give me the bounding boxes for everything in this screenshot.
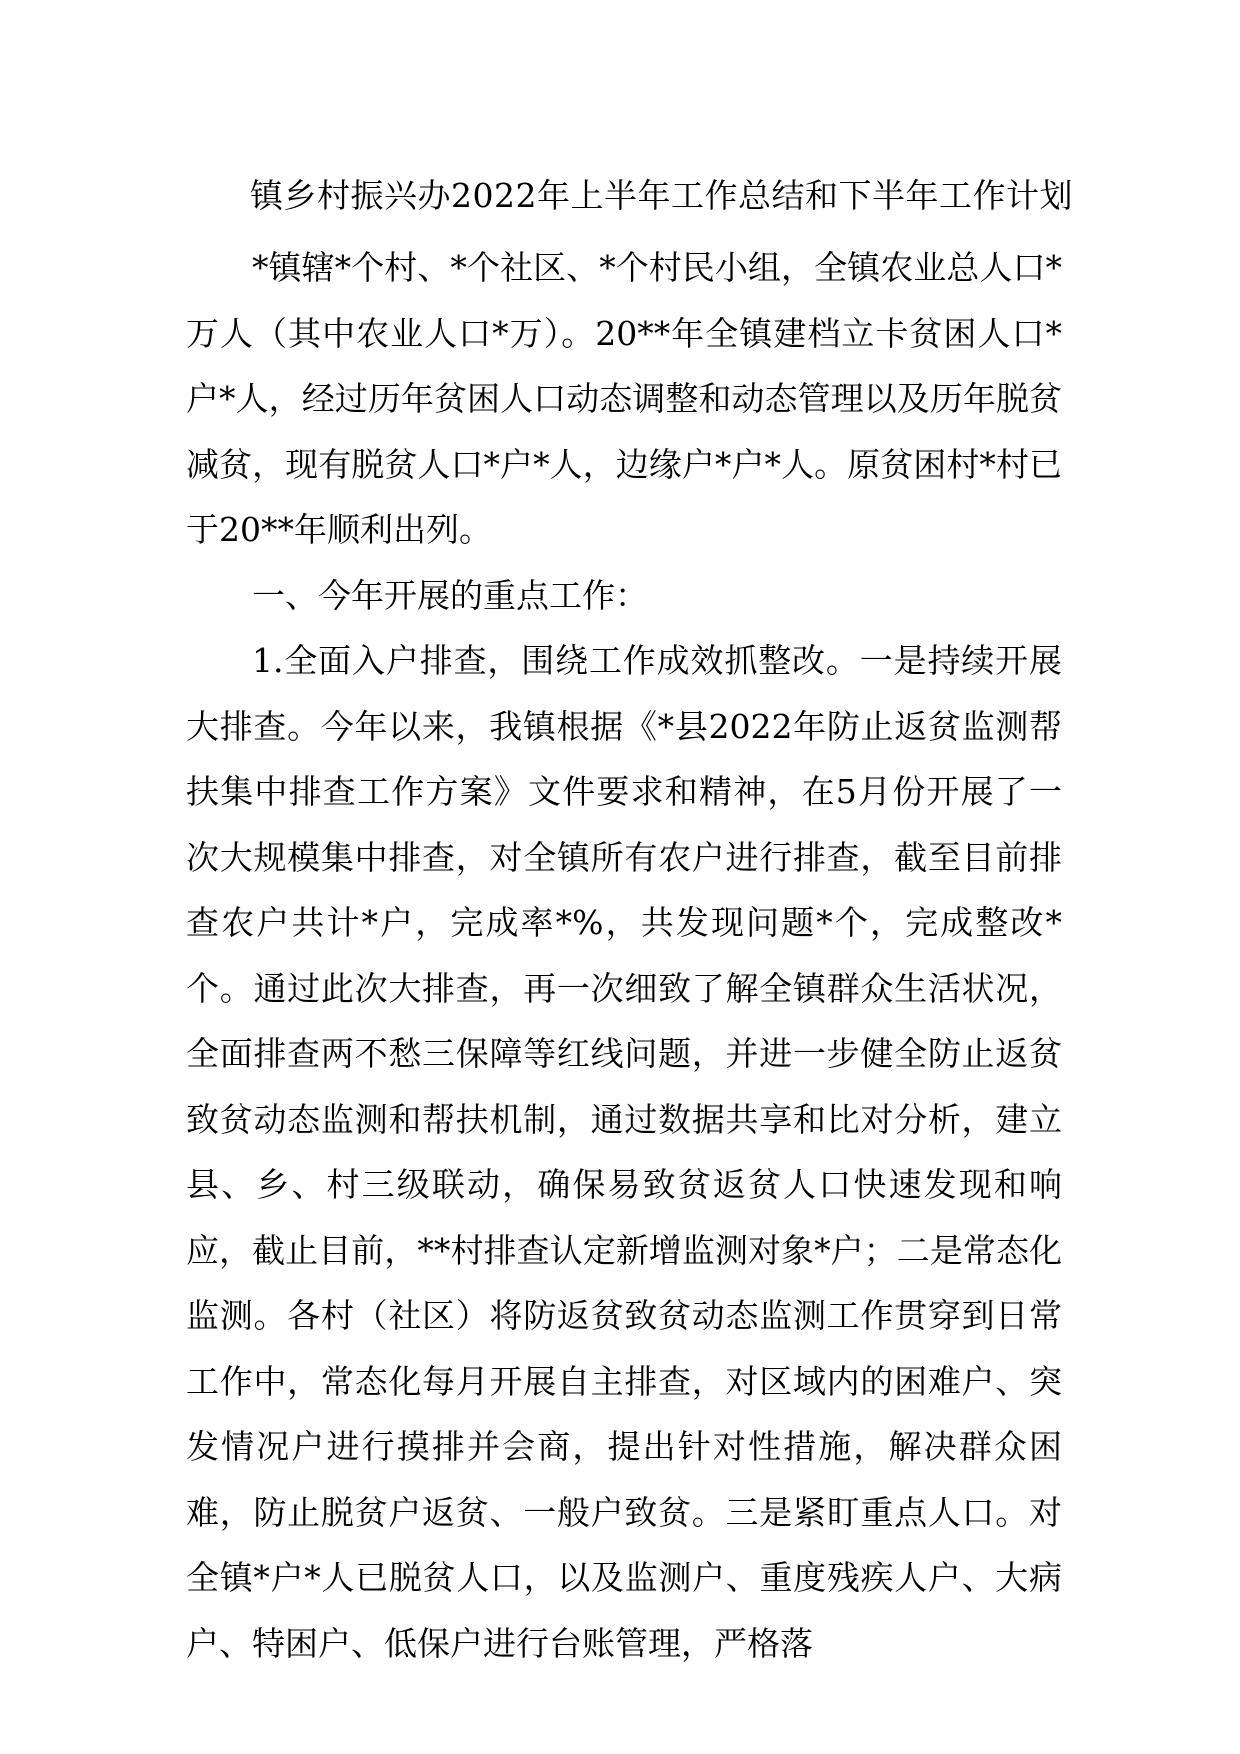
paragraph-household-survey: 1.全面入户排查，围绕工作成效抓整改。一是持续开展大排查。今年以来，我镇根据《*县2022年防止返贫监测帮扶集中排查工作方案》文件要求和精神，在5月份开展了一次大规模集中排查，对全镇所有农户进行排查，截至目前排查农户共计*户，完成率*%，共发现问题*个，完成整改*个。通过此次大排查，再一次细致了解全镇群众生活状况，全面排查两不愁三保障等红线问题，并进一步健全防止返贫致贫动态监测和帮扶机制，通过数据共享和比对分析，建立县、乡、村三级联动，确保易致贫返贫人口快速发现和响应，截止目前，**村排查认定新增监测对象*户；二是常态化监测。各村（社区）将防返贫致贫动态监测工作贯穿到日常工作中，常态化每月开展自主排查，对区域内的困难户、突发情况户进行摸排并会商，提出针对性措施，解决群众困难，防止脱贫户返贫、一般户致贫。三是紧盯重点人口。对全镇*户*人已脱贫人口，以及监测户、重度残疾人户、大病户、特困户、低保户进行台账管理，严格落 xyxy=(186,641,1062,1663)
document-title: 镇乡村振兴办2022年上半年工作总结和下半年工作计划 xyxy=(250,176,1073,215)
paragraph-overview: *镇辖*个村、*个社区、*个村民小组，全镇农业总人口*万人（其中农业人口*万）。20**年全镇建档立卡贫困人口*户*人，经过历年贫困人口动态调整和动态管理以及历年脱贫减贫，现有脱贫人口*户*人，边缘户*户*人。原贫困村*村已于20**年顺利出列。 xyxy=(186,248,1063,549)
section-heading-key-work: 一、今年开展的重点工作： xyxy=(252,575,648,615)
document-body xyxy=(186,235,1062,1676)
